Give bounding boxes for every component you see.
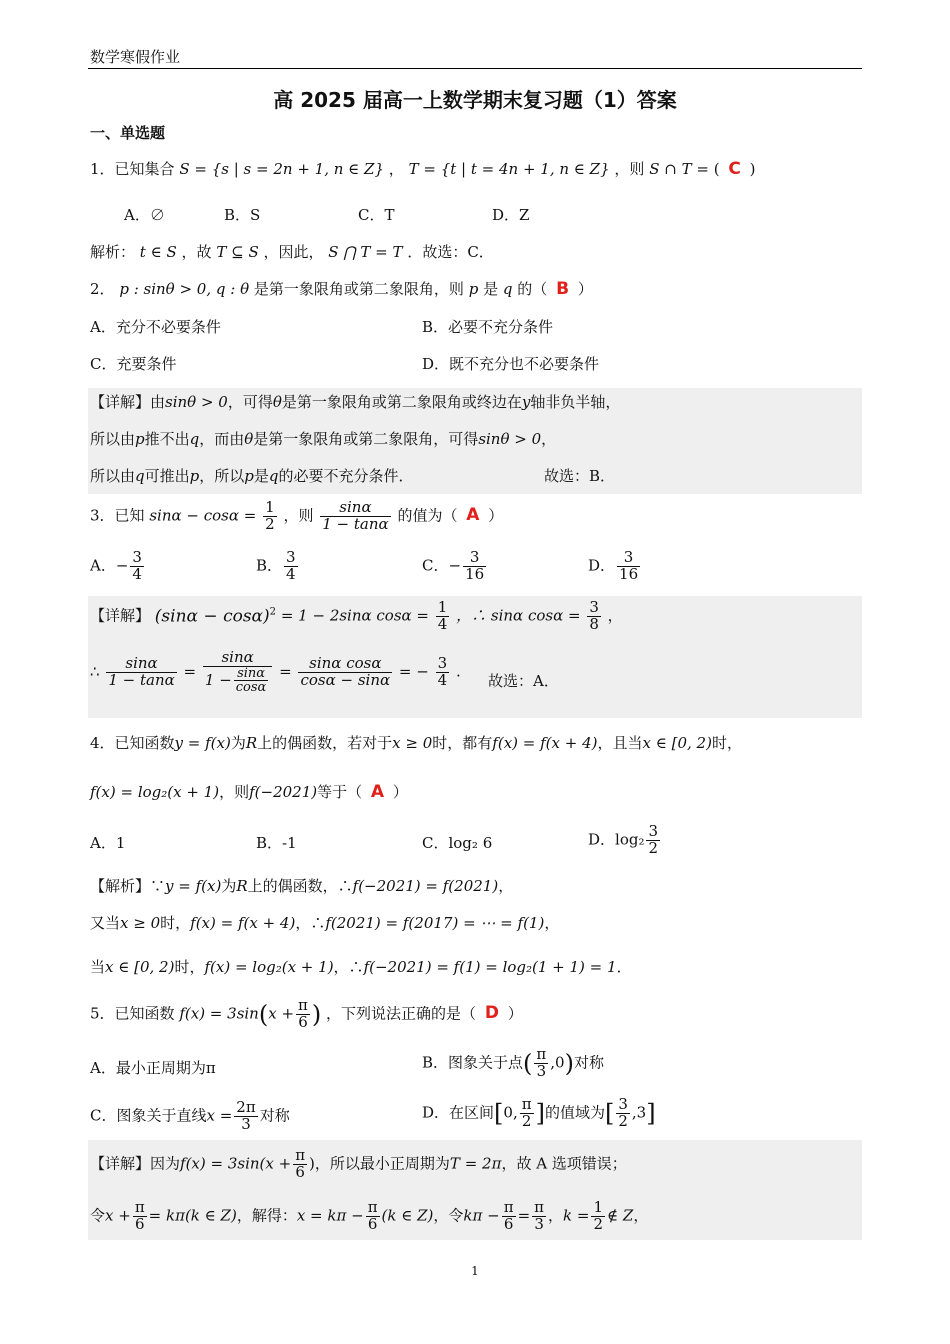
q4-opt-d-label: D．log₂ bbox=[588, 830, 645, 849]
q5-d1b: f(x) = 3sin(x + bbox=[180, 1154, 292, 1173]
q4-close: ） bbox=[392, 783, 408, 801]
frac-den: 4 bbox=[132, 564, 142, 583]
q3-d2-minus: = − bbox=[398, 662, 429, 681]
q5-d1e: T = 2π bbox=[449, 1154, 502, 1173]
frac-num: 1 bbox=[593, 1198, 604, 1216]
q3-d2-frac4 bbox=[436, 656, 450, 689]
frac-den: 1 − tanα bbox=[322, 514, 389, 533]
q4-a3e: ，∴ bbox=[333, 958, 364, 976]
q1-expr: S ∩ T bbox=[649, 160, 692, 178]
q4-a1a: 【解析】∵ bbox=[90, 877, 166, 895]
q2-d3b: q bbox=[135, 467, 145, 485]
frac-num: sinα bbox=[106, 656, 176, 673]
q4-a2g: ， bbox=[544, 914, 560, 932]
frac-num: π bbox=[534, 1198, 545, 1216]
q3-opt-label: A． bbox=[90, 556, 116, 575]
q5-func-frac bbox=[296, 998, 310, 1031]
q4-a1f: f(−2021) = f(2021) bbox=[352, 877, 499, 895]
frac-den: 2 bbox=[618, 1111, 628, 1130]
q2-d2h: sinθ > 0 bbox=[478, 430, 542, 448]
q3-opt-sign: − bbox=[448, 556, 462, 575]
q4-a2d: f(x) = f(x + 4) bbox=[190, 914, 296, 932]
q3-d2-frac3 bbox=[298, 656, 392, 689]
q1-option-c: C．T bbox=[358, 206, 395, 224]
q4-analysis-line-1 bbox=[90, 875, 513, 896]
q2-d1e: 是第一象限角或第二象限角或终边在 bbox=[281, 393, 522, 411]
frac-num: π bbox=[134, 1198, 145, 1216]
q2-choose: 故选：B． bbox=[544, 467, 616, 485]
q2-number: 2． bbox=[90, 280, 115, 298]
q1-stem-then: ，则 bbox=[614, 160, 645, 178]
q4-analysis-line-2 bbox=[90, 912, 559, 933]
q4-stem-line-1 bbox=[90, 732, 742, 753]
q3-opt-sign: − bbox=[115, 556, 129, 575]
frac-den: cosα − sinα bbox=[300, 671, 391, 690]
frac-num: sinα bbox=[203, 650, 272, 667]
q3-stem-b: ，则 bbox=[283, 506, 314, 525]
q5-opt-b-suffix: 对称 bbox=[573, 1053, 604, 1072]
frac-den: 2 bbox=[648, 838, 659, 857]
q2-d2a: 所以由 bbox=[90, 430, 136, 448]
q5-d2j: ， bbox=[548, 1206, 564, 1225]
frac-num: π bbox=[298, 996, 308, 1014]
q5-number: 5．已知函数 bbox=[90, 1004, 175, 1023]
q5-d2h: kπ − bbox=[463, 1206, 500, 1225]
frac-den: 1 − tanα bbox=[108, 671, 175, 690]
q1-analysis-c: T ⊆ S bbox=[216, 243, 259, 261]
q2-q: q bbox=[502, 280, 513, 298]
q5-d2a: 令 bbox=[90, 1206, 106, 1225]
q2-d3h: q bbox=[268, 467, 279, 485]
q1-analysis-f: ．故选：C． bbox=[407, 243, 494, 261]
q2-p: p bbox=[468, 280, 479, 298]
q3-d2-eq2: = bbox=[279, 662, 292, 681]
q3-d1-frac2 bbox=[587, 600, 601, 633]
frac-num: 3 bbox=[463, 550, 486, 567]
inner-frac bbox=[234, 667, 269, 695]
q5-d1c: ) bbox=[309, 1154, 315, 1173]
q4-l2c: f(−2021) bbox=[249, 783, 318, 801]
frac-den: 6 bbox=[367, 1214, 378, 1233]
q1-analysis-b: ，故 bbox=[181, 243, 212, 261]
q2-detail-line-3 bbox=[90, 465, 414, 486]
q1-option-a: A．∅ bbox=[124, 206, 165, 224]
q2-d3i: 的必要不充分条件． bbox=[278, 467, 414, 485]
q1-option-b: B．S bbox=[224, 206, 261, 224]
q4-l1j: x ∈ [0, 2) bbox=[642, 734, 712, 752]
q3-d1a: (sinα − cosα) bbox=[154, 606, 270, 627]
q3-d1b: = 1 − 2sinα cosα = bbox=[280, 606, 430, 625]
q3-option-d bbox=[588, 550, 642, 583]
frac-den: 3 bbox=[536, 1061, 547, 1080]
q5-opt-b-zero: ,0 bbox=[550, 1053, 565, 1072]
frac-num: 3 bbox=[618, 1095, 628, 1113]
q5-answer: D bbox=[484, 1003, 499, 1024]
frac-den: 4 bbox=[437, 614, 448, 633]
paren-open: ( bbox=[523, 1049, 533, 1078]
q4-l1b: y = f(x) bbox=[174, 734, 231, 752]
frac-num: sinα bbox=[320, 500, 390, 517]
q4-opt-d-frac bbox=[646, 824, 660, 857]
q2-d1f: y bbox=[521, 393, 531, 411]
q5-d2-frac4 bbox=[532, 1200, 546, 1233]
q4-a2c: 时， bbox=[160, 914, 191, 932]
q5-opt-d-frac2 bbox=[616, 1097, 630, 1130]
q3-d1c: ，∴ sinα cosα = bbox=[456, 606, 581, 625]
frac-den: cosα bbox=[235, 680, 267, 696]
q3-detail-line-1 bbox=[90, 600, 623, 633]
q3-close: ） bbox=[488, 506, 504, 525]
q1-analysis-d: ，因此， bbox=[263, 243, 324, 261]
q2-d2f: θ bbox=[244, 430, 254, 448]
q1-stem-eq: = ( bbox=[696, 160, 720, 178]
frac-den: 8 bbox=[589, 614, 599, 633]
q2-d1d: θ bbox=[272, 393, 282, 411]
q2-option-d: D．既不充分也不必要条件 bbox=[422, 355, 600, 373]
q4-l1a: 4．已知函数 bbox=[90, 734, 175, 752]
q4-a1c: 为 bbox=[221, 877, 237, 895]
paren-close: ) bbox=[311, 1000, 322, 1029]
q3-d1-sup: 2 bbox=[269, 606, 277, 618]
q3-opt-frac bbox=[463, 550, 486, 583]
q4-a2b: x ≥ 0 bbox=[120, 914, 161, 932]
frac-den: 16 bbox=[465, 564, 485, 583]
q5-detail-line-1 bbox=[90, 1148, 627, 1181]
q3-option-a bbox=[90, 550, 146, 583]
q5-d2-frac3 bbox=[502, 1200, 516, 1233]
frac-den: 6 bbox=[134, 1214, 145, 1233]
q3-number: 3．已知 bbox=[90, 506, 145, 525]
frac-den: 6 bbox=[295, 1162, 305, 1181]
frac-num: π bbox=[367, 1198, 378, 1216]
therefore-icon: ∴ bbox=[90, 662, 100, 681]
q4-l2b: ，则 bbox=[219, 783, 250, 801]
q2-d2b: p bbox=[135, 430, 145, 448]
frac-num: 1 bbox=[437, 598, 448, 616]
q4-l2d: 等于（ bbox=[317, 783, 363, 801]
q5-d2f: (k ∈ Z) bbox=[381, 1206, 434, 1225]
q5-opt-b-frac bbox=[534, 1047, 548, 1080]
frac-num: π bbox=[521, 1095, 532, 1113]
q5-d2b: x + bbox=[105, 1206, 131, 1225]
q2-d2c: 推不出 bbox=[144, 430, 190, 448]
bracket-close: ] bbox=[646, 1099, 656, 1128]
q3-cond: sinα − cosα = bbox=[149, 506, 257, 525]
q2-option-a: A．充分不必要条件 bbox=[90, 318, 221, 336]
q1-close: ) bbox=[749, 160, 756, 178]
q1-sep: ， bbox=[388, 160, 404, 178]
q4-option-d bbox=[588, 824, 662, 857]
q5-d2d: ，解得： bbox=[236, 1206, 297, 1225]
q5-d2-frac2 bbox=[366, 1200, 380, 1233]
q5-d1a: 【详解】因为 bbox=[90, 1154, 181, 1173]
q5-d1f: ，故 A 选项错误； bbox=[501, 1154, 627, 1173]
q5-opt-d-mid: 的值域为 bbox=[544, 1103, 605, 1122]
frac-num: π bbox=[503, 1198, 514, 1216]
q2-option-b: B．必要不充分条件 bbox=[422, 318, 554, 336]
q4-a1g: ， bbox=[498, 877, 514, 895]
q4-l1e: 上的偶函数，若对于 bbox=[257, 734, 393, 752]
q2-d3a: 所以由 bbox=[90, 467, 136, 485]
q3-opt-frac bbox=[130, 550, 144, 583]
q3-cond-frac bbox=[263, 500, 277, 533]
frac-num: π bbox=[536, 1045, 547, 1063]
q1-analysis bbox=[90, 241, 494, 262]
q2-d2e: ，而由 bbox=[199, 430, 245, 448]
frac-num: sinα bbox=[234, 667, 269, 682]
q2-d2g: 是第一象限角或第二象限角，可得 bbox=[253, 430, 479, 448]
q5-close: ） bbox=[507, 1004, 523, 1023]
q4-a3g: ． bbox=[616, 958, 632, 976]
q4-l1g: 时，都有 bbox=[432, 734, 493, 752]
q3-option-c bbox=[422, 550, 488, 583]
document-title: 高 2025 届高一上数学期末复习题（1）答案 bbox=[273, 88, 677, 112]
frac-num: 3 bbox=[648, 822, 659, 840]
q5-d2i: = bbox=[517, 1206, 531, 1225]
frac-num: 3 bbox=[617, 550, 640, 567]
frac-num: 3 bbox=[437, 654, 448, 673]
q3-d2-eq1: = bbox=[183, 662, 197, 681]
q5-option-a: A．最小正周期为π bbox=[90, 1059, 216, 1077]
q1-analysis-label: 解析： bbox=[90, 243, 136, 261]
frac-den: 2 bbox=[521, 1111, 532, 1130]
q2-condition: p : sinθ > 0, q : θ bbox=[119, 280, 250, 298]
q2-d3f: p bbox=[244, 467, 254, 485]
q4-a1e: 上的偶函数，∴ bbox=[247, 877, 353, 895]
q2-answer: B bbox=[556, 279, 570, 299]
q3-detail-label: 【详解】 bbox=[90, 606, 151, 625]
q5-func: f(x) = 3sin bbox=[179, 1004, 259, 1023]
q2-d2d: q bbox=[189, 430, 200, 448]
header-rule bbox=[88, 68, 862, 69]
q5-d2-frac5 bbox=[591, 1200, 605, 1233]
frac-num: 2π bbox=[236, 1098, 256, 1116]
q5-option-c bbox=[90, 1100, 290, 1133]
q3-opt-label: C． bbox=[422, 556, 449, 575]
q3-stem-c: 的值为（ bbox=[397, 506, 458, 525]
q2-detail-line-1 bbox=[90, 391, 620, 412]
page-number: 1 bbox=[471, 1264, 479, 1278]
q4-l1h: f(x) = f(x + 4) bbox=[492, 734, 598, 752]
bracket-open: [ bbox=[494, 1099, 504, 1128]
q4-option-c: C．log₂ 6 bbox=[422, 834, 493, 852]
frac-den: 3 bbox=[534, 1214, 544, 1233]
q3-stem bbox=[90, 500, 503, 533]
frac-den: 2 bbox=[593, 1214, 604, 1233]
q2-d3g: 是 bbox=[253, 467, 269, 485]
q5-option-b bbox=[422, 1047, 604, 1080]
bracket-open: [ bbox=[604, 1099, 615, 1128]
frac-den: 16 bbox=[619, 564, 639, 583]
q3-opt-frac bbox=[617, 550, 640, 583]
q4-l1f: x ≥ 0 bbox=[392, 734, 433, 752]
q3-d2-frac2 bbox=[203, 650, 272, 695]
q3-target-frac bbox=[320, 500, 390, 533]
q3-opt-frac bbox=[284, 550, 298, 583]
q5-d2l: ∉ Z bbox=[607, 1206, 634, 1225]
q4-l1c: 为 bbox=[230, 734, 246, 752]
q2-stem bbox=[90, 278, 593, 299]
q5-d2-frac1 bbox=[133, 1200, 147, 1233]
q5-opt-c-x: x = bbox=[206, 1106, 233, 1125]
q4-a1b: y = f(x) bbox=[165, 877, 222, 895]
q4-a2a: 又当 bbox=[90, 914, 121, 932]
frac-den: 4 bbox=[437, 671, 448, 690]
q4-l1i: ，且当 bbox=[597, 734, 643, 752]
q4-stem-line-2 bbox=[90, 781, 408, 802]
q5-option-d bbox=[422, 1097, 656, 1130]
q5-d2k: k = bbox=[563, 1206, 590, 1225]
q5-stem-b: ，下列说法正确的是（ bbox=[326, 1004, 477, 1023]
paren-close: ) bbox=[564, 1049, 574, 1078]
q5-opt-d-left: 0, bbox=[503, 1103, 518, 1122]
q2-d3c: 可推出 bbox=[144, 467, 190, 485]
q4-option-b: B．-1 bbox=[256, 834, 297, 852]
q3-option-b bbox=[256, 550, 300, 583]
frac-den: 2 bbox=[265, 514, 275, 533]
q4-a3c: 时， bbox=[174, 958, 205, 976]
q1-analysis-e: S ⋂ T = T bbox=[328, 243, 403, 261]
q4-a3b: x ∈ [0, 2) bbox=[105, 958, 175, 976]
q3-d1-frac bbox=[436, 600, 450, 633]
frac-num: 3 bbox=[132, 548, 142, 566]
q5-detail-line-2 bbox=[90, 1200, 648, 1233]
q5-opt-c-frac bbox=[234, 1100, 257, 1133]
q2-close: ） bbox=[577, 280, 593, 298]
q5-func-x: x + bbox=[268, 1004, 295, 1023]
q3-detail-line-2 bbox=[90, 650, 461, 695]
q2-d3e: ，所以 bbox=[199, 467, 245, 485]
q1-stem bbox=[90, 158, 756, 179]
q1-set-s: S = {s | s = 2n + 1, n ∈ Z} bbox=[179, 160, 384, 178]
q3-choose: 故选：A． bbox=[488, 672, 559, 690]
q2-option-c: C．充要条件 bbox=[90, 355, 177, 373]
q2-d1b: sinθ > 0 bbox=[165, 393, 228, 411]
frac-den: 4 bbox=[286, 564, 296, 583]
q5-opt-d-text: D．在区间 bbox=[422, 1103, 495, 1122]
q5-d1-frac bbox=[293, 1148, 307, 1181]
frac-den bbox=[203, 667, 272, 695]
q2-stem-c: 是 bbox=[483, 280, 499, 298]
q5-opt-d-right: ,3 bbox=[631, 1103, 647, 1122]
q4-a1d: R bbox=[236, 877, 248, 895]
q5-d2m: ， bbox=[633, 1206, 649, 1225]
q4-a3f: f(−2021) = f(1) = log₂(1 + 1) = 1 bbox=[363, 958, 617, 976]
q3-d1d: ， bbox=[607, 606, 623, 625]
q1-answer: C bbox=[728, 159, 741, 179]
q3-d2-frac1 bbox=[106, 656, 176, 689]
q3-opt-label: D． bbox=[588, 556, 616, 575]
q5-stem bbox=[90, 998, 523, 1031]
frac-num: 1 bbox=[265, 498, 275, 516]
q4-answer: A bbox=[370, 782, 385, 802]
q3-opt-label: B． bbox=[256, 556, 283, 575]
frac-den-a: 1 − bbox=[204, 670, 232, 689]
q1-option-d: D．Z bbox=[492, 206, 530, 224]
q3-answer: A bbox=[466, 505, 480, 526]
frac-num: 3 bbox=[589, 598, 599, 616]
q5-opt-d-frac bbox=[520, 1097, 534, 1130]
q5-opt-c-text: C．图象关于直线 bbox=[90, 1106, 207, 1125]
q4-a2f: f(2021) = f(2017) = ⋯ = f(1) bbox=[325, 914, 545, 932]
q4-l1d: R bbox=[245, 734, 258, 752]
q2-detail-line-2 bbox=[90, 428, 556, 449]
paren-open: ( bbox=[258, 1000, 269, 1029]
q4-analysis-line-3 bbox=[90, 956, 632, 977]
q1-set-t: T = {t | t = 4n + 1, n ∈ Z} bbox=[408, 160, 610, 178]
frac-den: 6 bbox=[298, 1012, 308, 1031]
q2-d1g: 轴非负半轴， bbox=[530, 393, 621, 411]
frac-num: sinα cosα bbox=[298, 656, 392, 673]
q2-d1a: 【详解】由 bbox=[90, 393, 166, 411]
q5-opt-c-suffix: 对称 bbox=[259, 1106, 290, 1125]
q5-d2e: x = kπ − bbox=[296, 1206, 364, 1225]
header-title: 数学寒假作业 bbox=[90, 48, 181, 66]
bracket-close: ] bbox=[535, 1099, 545, 1128]
q2-stem-b: 是第一象限角或第二象限角，则 bbox=[253, 280, 464, 298]
section-title: 一、单选题 bbox=[90, 124, 166, 142]
q1-analysis-a: t ∈ S bbox=[139, 243, 177, 261]
q4-option-a: A．1 bbox=[90, 834, 126, 852]
q4-a3d: f(x) = log₂(x + 1) bbox=[204, 958, 334, 976]
q5-opt-b-text: B．图象关于点 bbox=[422, 1053, 524, 1072]
frac-num: 3 bbox=[286, 548, 296, 566]
q4-l2a: f(x) = log₂(x + 1) bbox=[90, 783, 220, 801]
frac-num: π bbox=[295, 1146, 306, 1164]
q2-stem-d: 的（ bbox=[517, 280, 548, 298]
q1-stem-text: 1．已知集合 bbox=[90, 160, 175, 178]
q2-d3d: p bbox=[189, 467, 200, 485]
q2-d1c: ，可得 bbox=[227, 393, 273, 411]
frac-den: 6 bbox=[503, 1214, 514, 1233]
q4-l1k: 时， bbox=[711, 734, 742, 752]
frac-den: 3 bbox=[241, 1114, 251, 1133]
q5-d2g: ，令 bbox=[433, 1206, 464, 1225]
q5-d2c: = kπ(k ∈ Z) bbox=[148, 1206, 237, 1225]
q4-a3a: 当 bbox=[90, 958, 106, 976]
q3-d2-end: . bbox=[455, 662, 461, 681]
q4-a2e: ，∴ bbox=[295, 914, 326, 932]
q2-d2i: ， bbox=[541, 430, 557, 448]
q5-d1d: ，所以最小正周期为 bbox=[314, 1154, 450, 1173]
